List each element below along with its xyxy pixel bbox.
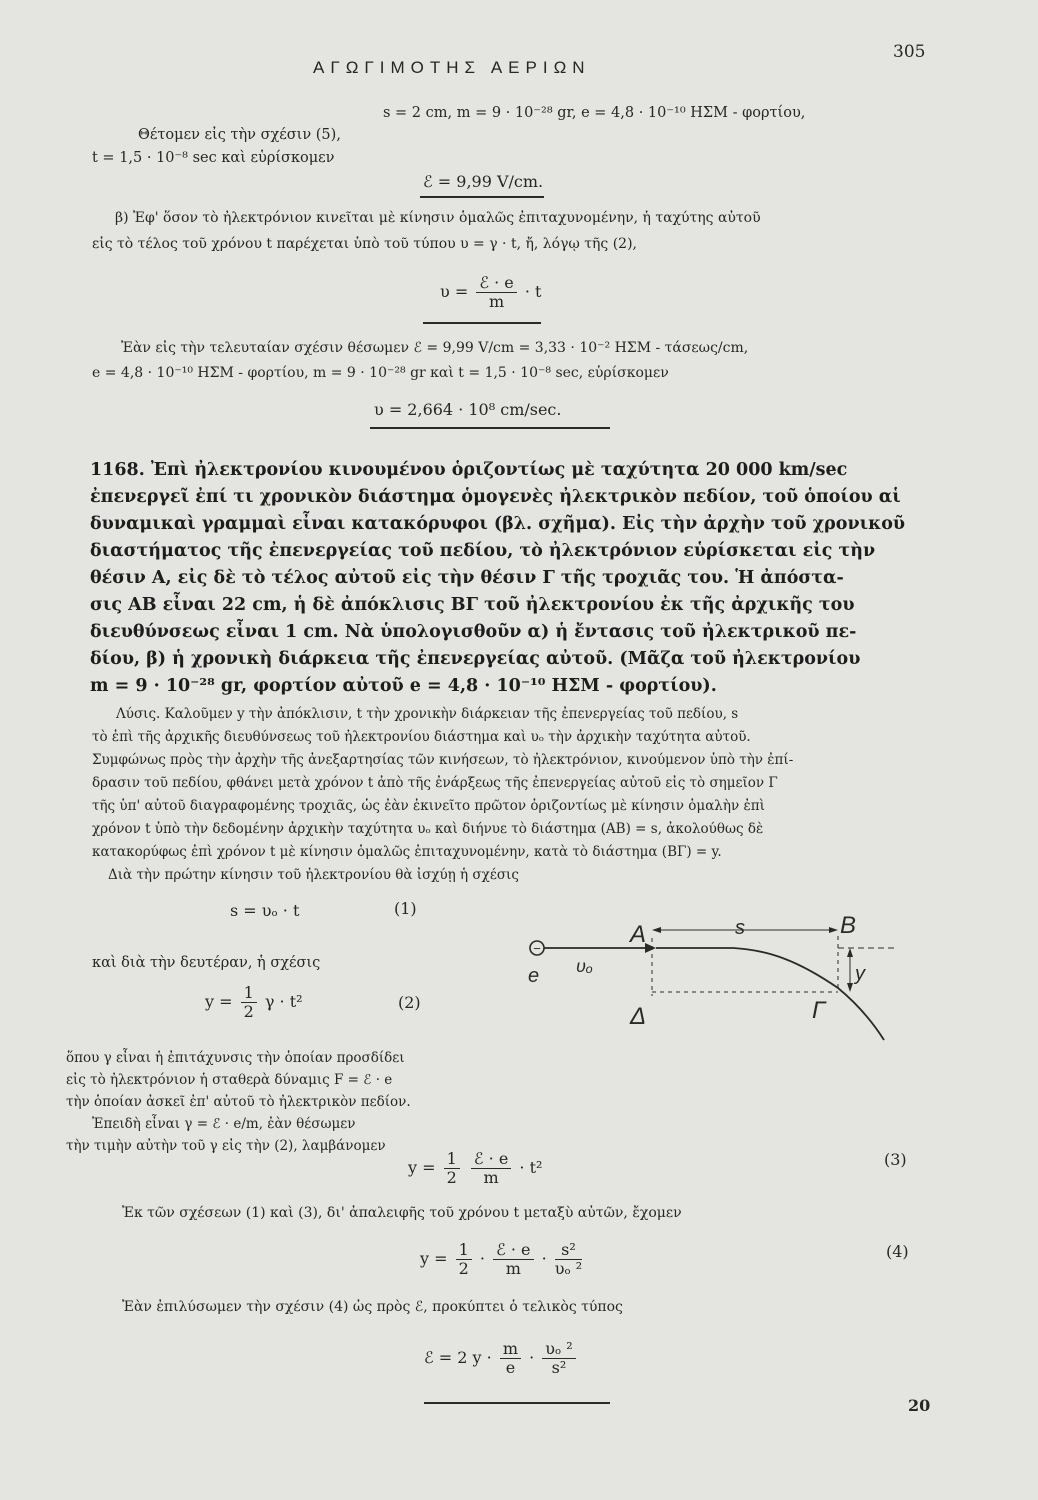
solve-text: Ἐὰν ἐπιλύσωμεν τὴν σχέσιν (4) ὡς πρὸς ℰ, προκύπτει ὁ τελικὸς τύπος [122,1299,623,1315]
equation-3-f2-denominator: m [483,1168,499,1187]
electron-charge-sign: − [533,941,541,956]
solution-line-5: τῆς ὑπ' αὐτοῦ διαγραφομένης τροχιᾶς, ὡς ἐὰν ἐκινεῖτο πρῶτον ὁριζοντίως μὲ κίνησιν ὁμαλὴν ἐπὶ [92,798,765,814]
equation-2-denominator: 2 [243,1002,254,1021]
formula-velocity [440,274,541,311]
equation-1: s = υₒ · t [230,901,300,920]
after-line-1: ὅπου γ εἶναι ἡ ἐπιτάχυνσις τὴν ὁποίαν προσδίδει [66,1050,405,1066]
equation-3-rhs: · t² [519,1158,543,1177]
label-v0: υₒ [576,956,593,976]
solution-line-3: Συμφώνως πρὸς τὴν ἀρχὴν τῆς ἀνεξαρτησίας τῶν κινήσεων, τὸ ἠλεκτρόνιον, κινούμενον ὑπὸ τὴν ἐπί- [92,752,794,768]
final-formula: ℰ = 2 y · $\frac{m}{e}$ · $\frac{\text{υₒ ²}}{\text{s²}}$ [424,1340,579,1377]
problem-line-8: δίου, β) ἡ χρονικὴ διάρκεια τῆς ἐπενεργείας αὐτοῦ. (Μᾶζα τοῦ ἠλεκτρονίου [90,649,861,669]
s-right-arrow-icon [829,927,838,933]
formula-velocity-denominator: m [488,292,505,311]
label-Gamma: Γ [812,997,826,1024]
problem-line-4: διαστήματος τῆς ἐπενεργείας τοῦ πεδίου, τὸ ἠλεκτρόνιον εὑρίσκεται εἰς τὴν [90,541,876,561]
final-f1-denominator: e [505,1358,516,1377]
s-left-arrow-icon [652,927,661,933]
solution-line-6: χρόνον t ὑπὸ τὴν δεδομένην ἀρχικὴν ταχύτητα υₒ καὶ διήνυε τὸ διάστημα (ΑΒ) = s, ἀκολούθως δὲ [92,821,764,837]
equation-2 [205,984,303,1021]
equation-4-lhs: y = [420,1249,448,1268]
trajectory-figure [520,900,900,1060]
equation-3 [408,1150,542,1187]
equation-4-f1-denominator: 2 [458,1259,469,1278]
equation-2-numerator: 1 [241,984,257,1003]
equation-4: y = $\frac{1}{2}$ · $\frac{\text{ℰ · e}}{m}$ · $\frac{\text{s²}}{\text{υₒ ²}}$ [420,1240,583,1278]
equation-4-fraction-2 [493,1241,533,1278]
problem-line-5: θέσιν Α, εἰς δὲ τὸ τέλος αὐτοῦ εἰς τὴν θέσιν Γ τῆς τροχιᾶς του. Ἡ ἀπόστα- [90,568,844,588]
equation-2-label: (2) [398,993,421,1012]
equation-4-f2-denominator: m [505,1259,521,1278]
label-s: s [735,917,745,939]
equation-4-f2-numerator: ℰ · e [493,1241,533,1260]
equation-4-f1-numerator: 1 [456,1241,472,1260]
problem-line-3: δυναμικαὶ γραμμαὶ εἶναι κατακόρυφοι (βλ. σχῆμα). Εἰς τὴν ἀρχὴν τοῦ χρονικοῦ [90,514,906,534]
final-formula-fraction-2 [542,1340,575,1377]
equation-1-label: (1) [394,899,417,918]
final-f2-denominator: s² [551,1358,567,1377]
solution-line-8: Διὰ τὴν πρώτην κίνησιν τοῦ ἠλεκτρονίου θὰ ἰσχύῃ ἡ σχέσις [108,867,519,883]
equation-2-fraction [241,984,257,1021]
part-b-result: υ = 2,664 · 10⁸ cm/sec. [374,400,562,419]
part-b-line3: Ἐὰν εἰς τὴν τελευταίαν σχέσιν θέσωμεν ℰ = 9,99 V/cm = 3,33 · 10⁻² ΗΣΜ - τάσεως/cm, [121,340,749,356]
label-y: y [855,963,865,985]
solution-line-7: κατακορύφως ἐπὶ χρόνον t μὲ κίνησιν ὁμαλῶς ἐπιταχυνομένην, κατὰ τὸ διάστημα (ΒΓ) = y. [92,844,722,860]
part-b-line2: εἰς τὸ τέλος τοῦ χρόνου t παρέχεται ὑπὸ τοῦ τύπου υ = γ · t, ἤ, λόγῳ τῆς (2), [92,236,638,252]
equation-2-rhs: γ · t² [264,992,303,1011]
problem-line-6: σις ΑΒ εἶναι 22 cm, ἡ δὲ ἀπόκλισις ΒΓ τοῦ ἠλεκτρονίου ἐκ τῆς ἀρχικῆς του [90,595,855,615]
part-a-result-underline [420,196,544,198]
equation-3-label: (3) [884,1150,907,1169]
part-a-line1-text: Θέτομεν εἰς τὴν σχέσιν (5), [138,127,341,143]
equation-3-fraction-2 [471,1150,511,1187]
part-a-line1-values: s = 2 cm, m = 9 · 10⁻²⁸ gr, e = 4,8 · 10⁻¹⁰ ΗΣΜ - φορτίου, [383,105,806,121]
running-title: ΑΓΩΓΙΜΟΤΗΣ ΑΕΡΙΩΝ [313,58,591,77]
formula-velocity-rhs: · t [524,282,542,301]
after-line-2: εἰς τὸ ἠλεκτρόνιον ἡ σταθερὰ δύναμις F = ℰ · e [66,1072,393,1088]
final-f1-numerator: m [500,1340,521,1359]
final-formula-underline [424,1402,610,1404]
equation-4-fraction-1 [456,1241,472,1278]
formula-velocity-fraction [476,274,516,311]
signature-mark: 20 [908,1396,931,1415]
after-line-5: τὴν τιμὴν αὐτὴν τοῦ γ εἰς τὴν (2), λαμβάνομεν [66,1138,386,1154]
equation-3-lhs: y = [408,1158,436,1177]
problem-line-2: ἐπενεργεῖ ἐπί τι χρονικὸν διάστημα ὁμογενὲς ἠλεκτρικὸν πεδίον, τοῦ ὁποίου αἱ [90,487,901,507]
label-Delta: Δ [630,1003,647,1030]
after-line-3: τὴν ὁποίαν ἀσκεῖ ἐπ' αὐτοῦ τὸ ἠλεκτρικὸν πεδίον. [66,1094,411,1110]
equation-3-f2-numerator: ℰ · e [471,1150,511,1169]
formula-velocity-numerator: ℰ · e [476,274,516,293]
second-motion-text: καὶ διὰ τὴν δευτέραν, ἡ σχέσις [92,955,321,971]
part-b-line1: β) Ἐφ' ὅσον τὸ ἠλεκτρόνιον κινεῖται μὲ κίνησιν ὁμαλῶς ἐπιταχυνομένην, ἡ ταχύτης αὐτοῦ [115,210,761,226]
final-f2-numerator: υₒ ² [542,1340,575,1359]
equation-3-f1-denominator: 2 [446,1168,457,1187]
equation-3-fraction-1 [444,1150,460,1187]
formula-velocity-underline [423,322,541,324]
final-formula-fraction-1 [500,1340,521,1377]
part-a-result: ℰ = 9,99 V/cm. [423,172,544,191]
problem-line-1: 1168. Ἐπὶ ἠλεκτρονίου κινουμένου ὁριζοντίως μὲ ταχύτητα 20 000 km/sec [90,460,848,480]
solution-line-2: τὸ ἐπὶ τῆς ἀρχικῆς διευθύνσεως τοῦ ἠλεκτρονίου διάστημα καὶ υₒ τὴν ἀρχικὴν ταχύτητα αὐτοῦ. [92,729,751,745]
after-line-4: Ἐπειδὴ εἶναι γ = ℰ · e/m, ἐὰν θέσωμεν [92,1116,356,1132]
problem-line-7: διευθύνσεως εἶναι 1 cm. Νὰ ὑπολογισθοῦν α) ἡ ἔντασις τοῦ ἠλεκτρικοῦ πε- [90,622,857,642]
solution-line-4: δρασιν τοῦ πεδίου, φθάνει μετὰ χρόνον t ἀπὸ τῆς ἐνάρξεως τῆς ἐπενεργείας αὐτοῦ εἰς τὸ σημεῖον Γ [92,775,778,791]
y-bottom-arrow-icon [847,983,853,992]
final-formula-lhs: ℰ = 2 y · [424,1348,492,1367]
direction-arrow-icon [645,943,656,953]
part-b-line4: e = 4,8 · 10⁻¹⁰ ΗΣΜ - φορτίου, m = 9 · 10⁻²⁸ gr καὶ t = 1,5 · 10⁻⁸ sec, εὑρίσκομεν [92,365,669,381]
equation-4-f3-numerator: s² [555,1241,582,1260]
label-e: e [528,965,540,987]
equation-4-fraction-3 [555,1241,582,1278]
equation-2-lhs: y = [205,992,233,1011]
equation-3-f1-numerator: 1 [444,1150,460,1169]
page-number: 305 [893,42,926,62]
elimination-text: Ἐκ τῶν σχέσεων (1) καὶ (3), δι' ἀπαλειφῆς τοῦ χρόνου t μεταξὺ αὐτῶν, ἔχομεν [122,1205,682,1221]
solution-line-1: Λύσις. Καλοῦμεν y τὴν ἀπόκλισιν, t τὴν χρονικὴν διάρκειαν τῆς ἐπενεργείας τοῦ πεδίου, s [116,706,739,722]
problem-line-9: m = 9 · 10⁻²⁸ gr, φορτίον αὐτοῦ e = 4,8 · 10⁻¹⁰ ΗΣΜ - φορτίου). [90,676,717,696]
formula-velocity-lhs: υ = [440,282,469,301]
label-B: B [840,912,857,939]
y-top-arrow-icon [847,948,853,957]
equation-4-label: (4) [886,1242,909,1261]
part-a-line2: t = 1,5 · 10⁻⁸ sec καὶ εὑρίσκομεν [92,150,335,166]
equation-4-f3-denominator: υₒ ² [554,1259,583,1278]
label-A: A [630,921,647,948]
part-b-result-underline [370,427,610,429]
